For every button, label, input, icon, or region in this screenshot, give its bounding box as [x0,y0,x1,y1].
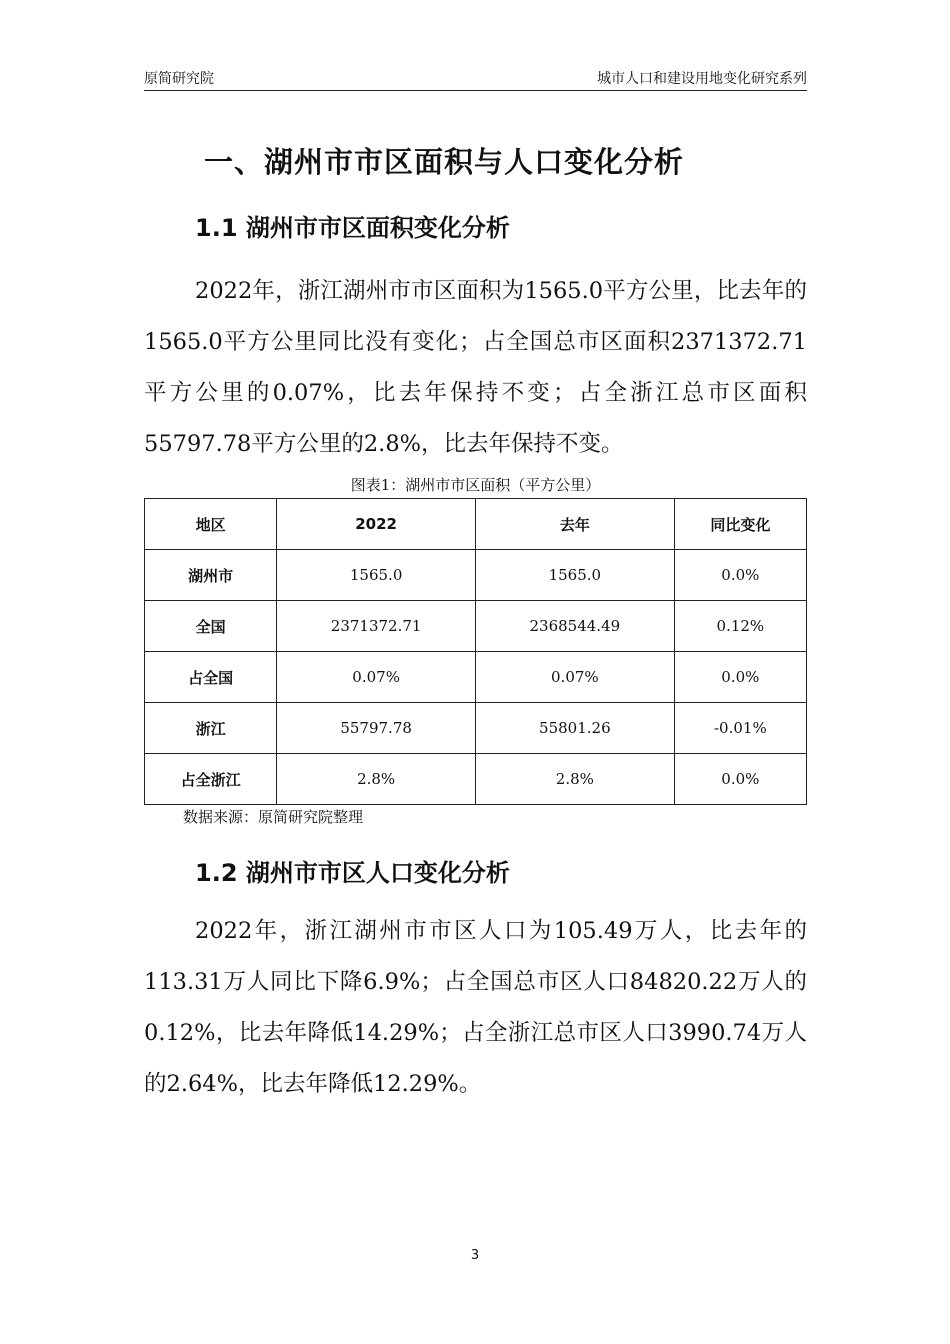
table-row-label: 占全国 [145,652,277,703]
table-header-cell: 地区 [145,499,277,550]
table-header-row [145,499,807,550]
table-cell: 2368544.49 [475,601,674,652]
table-cell: 0.07% [277,652,476,703]
page-number: 3 [470,1248,480,1263]
table-cell: 1565.0 [277,550,476,601]
table-cell: 2371372.71 [277,601,476,652]
table-row-label: 全国 [145,601,277,652]
table-cell: 0.0% [674,652,806,703]
table-cell: 55801.26 [475,703,674,754]
table-row [145,652,807,703]
subsection-1-title: 1.1 湖州市市区面积变化分析 [195,214,510,242]
subsection-1-paragraph: 2022年，浙江湖州市市区面积为1565.0平方公里，比去年的1565.0平方公里同比没有变化；占全国总市区面积2371372.71平方公里的0.07%，比去年保持不变；占全浙江总市区面积55797.78平方公里的2.8%，比去年保持不变。 [144,278,807,457]
table-cell: 0.0% [674,550,806,601]
table-header-cell: 去年 [475,499,674,550]
table-row [145,754,807,805]
table-cell: 0.12% [674,601,806,652]
area-table [144,498,807,805]
section-title: 一、湖州市市区面积与人口变化分析 [204,145,685,179]
table-header-cell: 同比变化 [674,499,806,550]
table-cell: 55797.78 [277,703,476,754]
table-cell: 0.07% [475,652,674,703]
table-caption: 图表1：湖州市市区面积（平方公里） [350,476,601,494]
table-row [145,550,807,601]
table-row-label: 浙江 [145,703,277,754]
table-header-cell: 2022 [277,499,476,550]
page-header [144,64,807,91]
table-cell: -0.01% [674,703,806,754]
header-org-name: 原简研究院 [144,71,214,87]
table-cell: 2.8% [475,754,674,805]
table-cell: 0.0% [674,754,806,805]
table-row-label: 占全浙江 [145,754,277,805]
header-series-title: 城市人口和建设用地变化研究系列 [597,71,807,87]
table-cell: 2.8% [277,754,476,805]
table-cell: 1565.0 [475,550,674,601]
table-row [145,601,807,652]
subsection-2-title: 1.2 湖州市市区人口变化分析 [195,859,510,887]
table-source-note: 数据来源：原简研究院整理 [183,808,364,826]
table-row [145,703,807,754]
table-row-label: 湖州市 [145,550,277,601]
subsection-2-paragraph: 2022年，浙江湖州市市区人口为105.49万人，比去年的113.31万人同比下降6.9%；占全国总市区人口84820.22万人的0.12%，比去年降低14.29%；占全浙江总市区人口3990.74万人的2.64%，比去年降低12.29%。 [144,918,807,1097]
